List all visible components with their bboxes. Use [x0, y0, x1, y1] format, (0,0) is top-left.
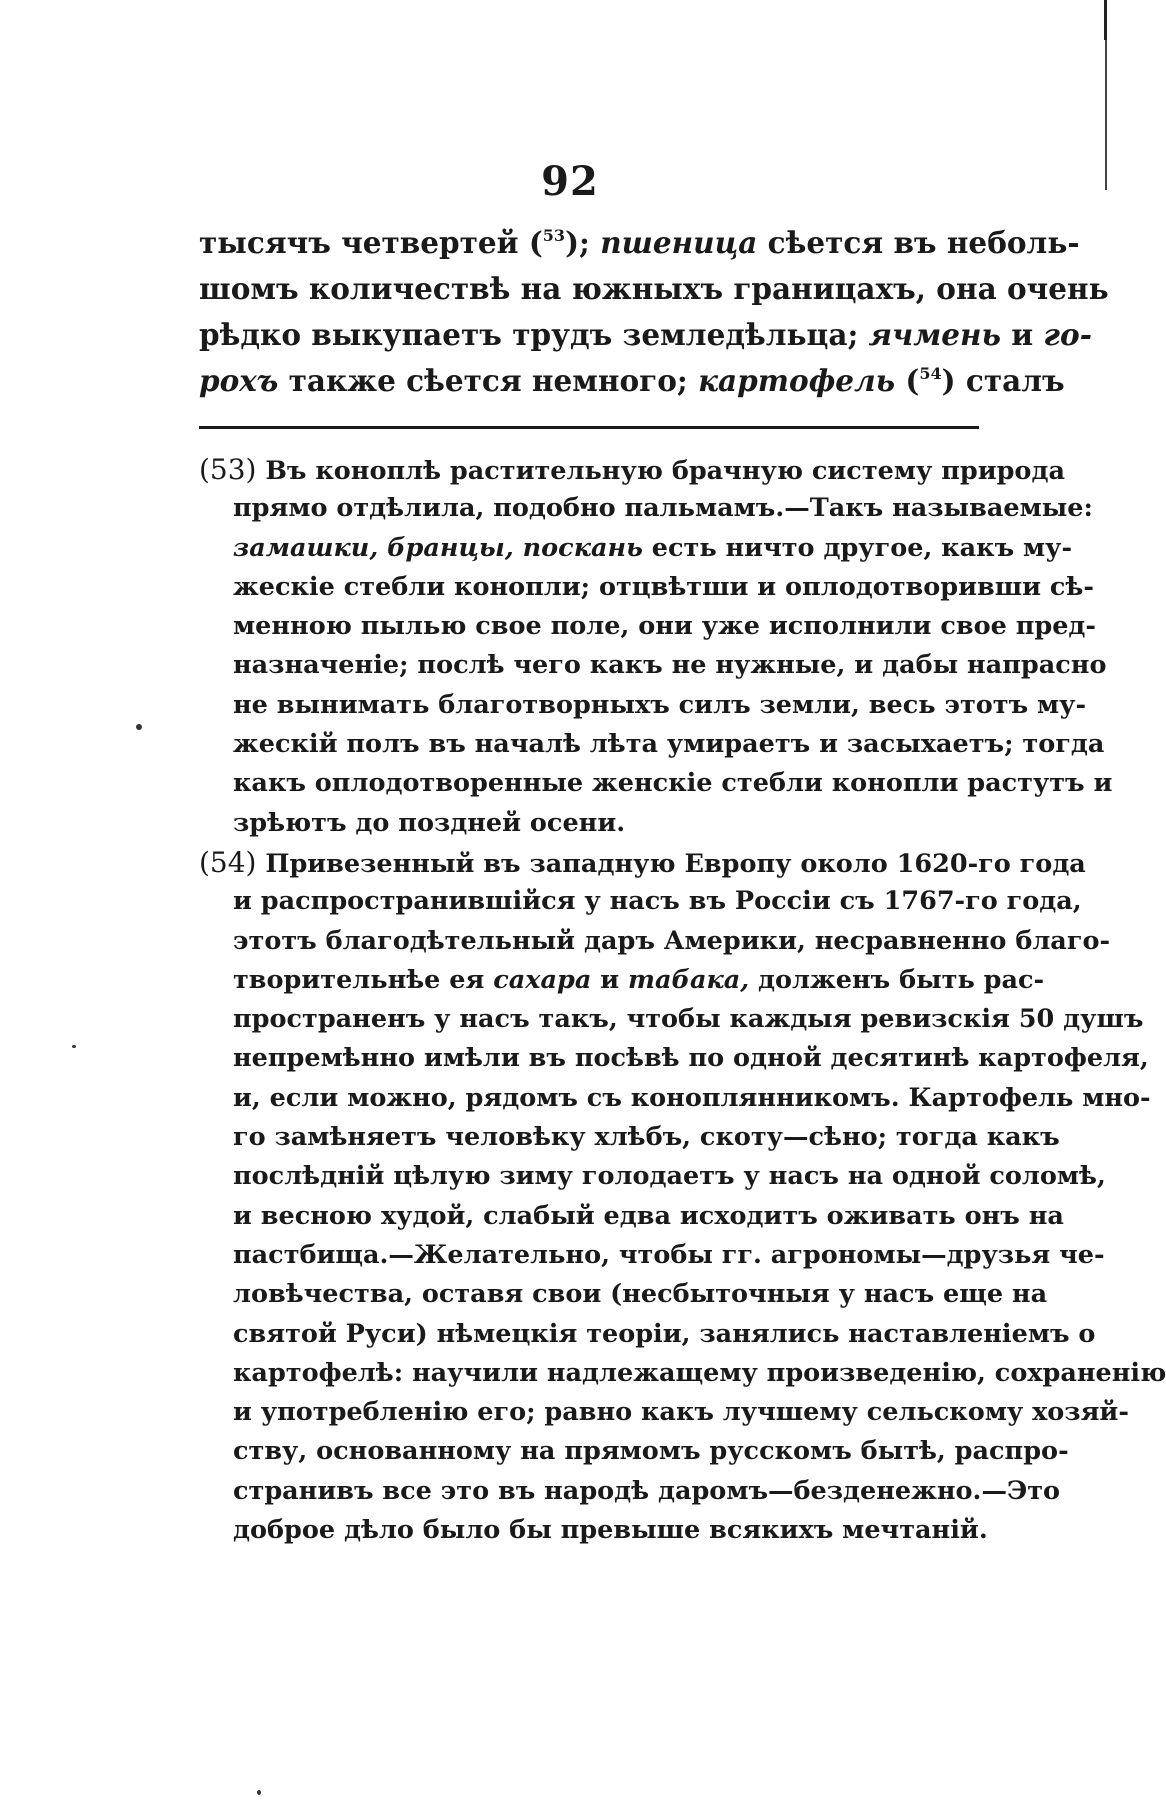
text-run: ); — [565, 225, 601, 260]
scan-speck — [72, 1045, 76, 1048]
text-run: есть ничто другое, какъ му- — [642, 532, 1073, 563]
text-run: рѣдко выкупаетъ трудъ земледѣльца; — [199, 317, 869, 352]
footnote-line — [199, 961, 1045, 1000]
italic-term: сахара — [493, 964, 592, 995]
footnote-line: не вынимать благотворныхъ силъ земли, весь этотъ му- — [233, 689, 1087, 720]
footnote-line: послѣдній цѣлую зиму голодаетъ у насъ на одной соломѣ, — [233, 1161, 1106, 1192]
text-run: ) сталъ — [941, 363, 1065, 398]
main-line — [199, 312, 1092, 358]
page-number: 92 — [541, 158, 599, 205]
main-line — [199, 358, 1065, 404]
italic-term: замашки, бранцы, поскань — [233, 532, 643, 563]
footnote-line: святой Руси) нѣмецкія теоріи, занялись наставленіемъ о — [233, 1318, 1096, 1349]
italic-term: ячмень — [868, 317, 1001, 352]
footnote-line: менною пылью свое поле, они уже исполнили свое пред- — [233, 611, 1096, 642]
footnote-line — [199, 529, 1073, 568]
footnote-line: пространенъ у насъ такъ, чтобы каждыя ревизскія 50 душъ — [233, 1004, 1144, 1035]
footnote-line: и распространившійся у насъ въ Россіи съ 1767-го года, — [233, 886, 1082, 917]
italic-term: го- — [1043, 317, 1092, 352]
footnote-line: и весною худой, слабый едва исходитъ оживать онъ на — [233, 1200, 1064, 1231]
text-run: творительнѣе ея — [233, 964, 494, 995]
footnotes — [199, 450, 1166, 1550]
main-line — [199, 220, 1080, 266]
footnote-line: жескіе стебли конопли; отцвѣтши и оплодотворивши сѣ- — [233, 571, 1094, 602]
text-run: и — [1001, 317, 1044, 352]
main-text — [199, 220, 1109, 404]
footnote-line: этотъ благодѣтельный даръ Америки, несравненно благо- — [233, 925, 1111, 956]
scan-speck — [257, 1790, 261, 1795]
footnote-number: (53) — [199, 453, 257, 486]
footnote-line: жескій полъ въ началѣ лѣта умираетъ и засыхаетъ; тогда — [233, 729, 1105, 760]
italic-term: табака, — [628, 964, 750, 995]
footnote-ref: 53 — [542, 226, 566, 245]
footnote-line: и употребленію его; равно какъ лучшему сельскому хозяй- — [233, 1397, 1129, 1428]
footnote-number: (54) — [199, 845, 257, 879]
footnote-line — [199, 450, 1065, 489]
footnote-line: пастбища.—Желательно, чтобы гг. агрономы—друзья че- — [233, 1239, 1105, 1270]
footnote-line: странивъ все это въ народѣ даромъ—безденежно.—Это — [233, 1475, 1061, 1506]
footnote-separator — [199, 426, 979, 429]
footnote-line: какъ оплодотворенные женскіе стебли конопли растутъ и — [233, 768, 1113, 799]
footnote-line: го замѣняетъ человѣку хлѣбъ, скоту—сѣно; тогда какъ — [233, 1122, 1060, 1153]
page-edge-mark — [1104, 0, 1107, 40]
italic-term: картофель — [698, 363, 896, 398]
scan-speck — [136, 724, 142, 730]
italic-term: рохъ — [199, 363, 279, 398]
text-run: ( — [895, 363, 920, 398]
footnote-line: ловѣчества, оставя свои (несбыточныя у насъ еще на — [233, 1279, 1048, 1310]
footnote-line: непремѣнно имѣли въ посѣвѣ по одной десятинѣ картофеля, — [233, 1043, 1149, 1074]
footnote-line: назначеніе; послѣ чего какъ не нужные, и дабы напрасно — [233, 650, 1107, 681]
text-run: долженъ быть рас- — [749, 964, 1045, 995]
text-run: сѣется въ неболь- — [757, 225, 1080, 260]
text-run: также сѣется немного; — [278, 363, 699, 398]
main-line: шомъ количествѣ на южныхъ границахъ, она очень — [199, 271, 1109, 306]
text-run: Привезенный въ западную Европу около 1620-го года — [256, 848, 1086, 879]
footnote-line — [199, 843, 1086, 882]
footnote-line: ству, основанному на прямомъ русскомъ бытѣ, распро- — [233, 1436, 1069, 1467]
italic-term: пшеница — [600, 225, 758, 260]
text-run: Въ коноплѣ растительную брачную систему природа — [256, 456, 1065, 486]
text-run: и — [591, 964, 629, 995]
text-run: тысячъ четвертей ( — [199, 225, 543, 260]
footnote-ref: 54 — [919, 364, 942, 383]
footnote-line: картофелѣ: научили надлежащему произведенію, сохраненію — [233, 1357, 1166, 1388]
footnote-line: и, если можно, рядомъ съ коноплянникомъ. Картофель мно- — [233, 1082, 1151, 1113]
footnote-line: зрѣютъ до поздней осени. — [233, 807, 626, 838]
footnote-line: прямо отдѣлила, подобно пальмамъ.—Такъ называемые: — [233, 493, 1093, 524]
footnote-line: доброе дѣло было бы превыше всякихъ мечтаній. — [233, 1515, 988, 1546]
